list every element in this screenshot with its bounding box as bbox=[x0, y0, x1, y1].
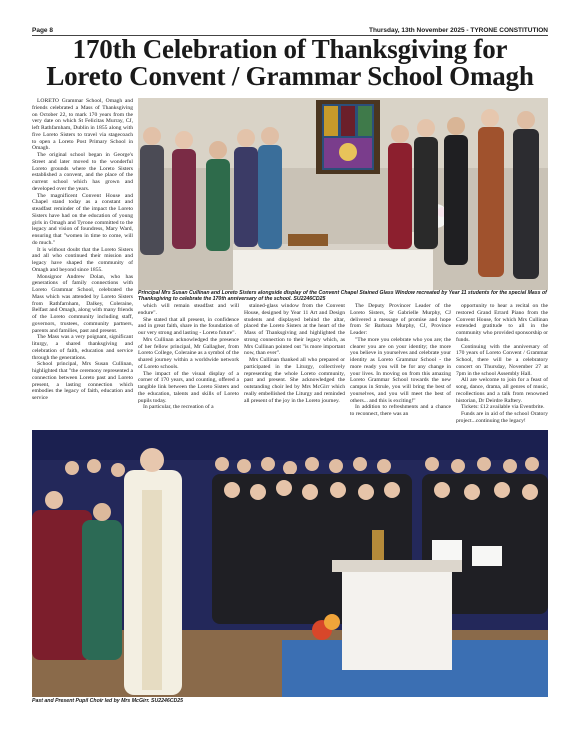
paragraph: In particular, the recreation of a bbox=[143, 404, 214, 411]
paragraph: Tickets: £12 available via Eventbrite. bbox=[461, 404, 545, 411]
article-column-3 bbox=[244, 303, 345, 428]
article-column-4 bbox=[350, 303, 451, 428]
photo-sisters-stained-glass bbox=[138, 98, 548, 290]
headline-line-2: Loreto Convent / Grammar School Omagh bbox=[46, 61, 534, 91]
paragraph: "The more you celebrate who you are; the clearer you are on your identity; the more you believe in yourselves and celebrate your identity as Loreto Grammar School - the more ready you will be for any change in your lives. In moving on from this amazing Loreto Grammar School towards the new campus in Strule, you will bring the best of yourselves, and you will meet the best of others... and this is exciting!" bbox=[350, 336, 451, 404]
paragraph: stained-glass window from the Convent House, designed by Year 11 Art and Design students and displayed behind the altar, placed the Loreto Sisters at the heart of the Mass of Thanksgiving and highlighted the strong connection to their legacy which, as Mrs Cullinan pointed out "is more important now, than ever". bbox=[244, 303, 345, 357]
photo-caption-sisters: Principal Mrs Susan Cullinan and Loreto Sisters alongside display of the Convent Chapel Stained Glass Window recreated by Year 11 students for the special Mass of Thanksgiving to celebrate the 170th anniversary of the school. SU2246CD25 bbox=[138, 290, 547, 302]
article-column-2 bbox=[138, 303, 239, 428]
page-number: Page 8 bbox=[32, 27, 53, 34]
paragraph: which will remain steadfast and will endure". bbox=[138, 303, 239, 316]
paragraph: Mrs Cullinan acknowledged the presence of her fellow principal, Mr Gallagher, from Loreto College, Coleraine as a symbol of the shared journey within a worldwide network of Loreto schools. bbox=[138, 336, 239, 370]
paragraph: The magnificent Convent House and Chapel stand today as a constant and steadfast reminder of the impact the Loreto Sisters have had on the education of young girls in Omagh and Tyrone committed to the legacy and vision of foundress, Mary Ward, ensuring that "women in time to come, will do much." bbox=[32, 192, 133, 246]
edition-line: Thursday, 13th November 2025 - TYRONE CONSTITUTION bbox=[368, 27, 548, 34]
paragraph: She stated that all present, in confidence and in great faith, share in the foundation of our very strong and lasting - Loreto future". bbox=[138, 316, 239, 336]
article-column-1 bbox=[32, 98, 133, 421]
paragraph: The impact of the visual display of a corner of 170 years, and counting, offered a tangible link between the Loreto Sisters and the education, talents and skills of Loreto pupils today. bbox=[138, 370, 239, 404]
paragraph: Continuing with the anniversary of 170 years of Loreto Convent / Grammar School, there will be a celebratory concert on Thursday, November 27 at 7pm in the school Assembly Hall. bbox=[456, 343, 548, 377]
photo-sisters-illustration bbox=[138, 98, 548, 290]
paragraph: The Deputy Provincer Leader of the Loreto Sisters, Sr Gabrielle Murphy, CJ delivered a message of promise and hope from Sr Barbara Murphy, CJ, Province Leader: bbox=[350, 303, 451, 336]
article-column-5 bbox=[456, 303, 548, 428]
paragraph: It is without doubt that the Loreto Sisters and all who continued their mission and legacy have shaped the community of Omagh and beyond since 1855. bbox=[32, 246, 133, 273]
photo-choir-illustration bbox=[32, 430, 548, 697]
paragraph: Funds are in aid of the school Oratory project...continuing the legacy! bbox=[456, 411, 548, 424]
paragraph: School principal, Mrs Susan Cullinan, highlighted that "the ceremony represented a connection between Loreto past and Loreto present, a lasting connection which embodies the legacy of faith, education and service bbox=[32, 361, 133, 401]
paragraph: Monsignor Andrew Dolan, who has generations of family connections with Loreto Grammar School, celebrated the Mass which was attended by Loreto Sisters from Rathfarnham, Dalkey, Coleraine, Belfast and Omagh, along with many friends of the Loreto community including staff, governors, trustees, community partners, parents and families, past and present. bbox=[32, 273, 133, 334]
photo-caption-choir: Past and Present Pupil Choir led by Mrs McGirr. SU2246CD25 bbox=[32, 698, 184, 704]
paragraph: The original school began in George's Street and later moved to the wonderful Loreto grounds where the Loreto Sisters established a convent, and the place of the current school which has grown and developed over the years. bbox=[32, 152, 133, 192]
photo-choir bbox=[32, 430, 548, 697]
paragraph: opportunity to hear a recital on the restored Grand Errard Piano from the Convent House, for which Mrs Cullinan extended gratitude to all in the community who provided sponsorship or funds. bbox=[456, 303, 548, 343]
paragraph: All are welcome to join for a feast of song, dance, drama, all genres of music, recollections and a talk from renowned historian, Dr Deirdre Raftery. bbox=[456, 377, 548, 404]
paragraph: The Mass was a very poignant, significant liturgy, a shared thanksgiving and celebration of faith, education and service through the generations. bbox=[32, 334, 133, 361]
paragraph: LORETO Grammar School, Omagh and friends celebrated a Mass of Thanksgiving on October 22, to mark 170 years from the very date on which St Felicitas Murray, CJ, left Rathfarnham, Dublin in 1855 along with five Loreto Sisters to travel via stagecoach to open a Loreto Post Primary School in Omagh. bbox=[32, 98, 133, 152]
paragraph: In addition to refreshments and a chance to reconnect, there was an bbox=[350, 404, 451, 417]
headline-line-1: 170th Celebration of Thanksgiving for bbox=[72, 34, 508, 64]
paragraph: Mrs Cullinan thanked all who prepared or participated in the Liturgy, collectively representing the whole Loreto community, past and present. She acknowledged the outstanding choir led by Mrs McGirr which really embellished the Liturgy and reminded all present of the joy in the Loreto journey. bbox=[244, 357, 345, 404]
headline bbox=[32, 36, 548, 90]
